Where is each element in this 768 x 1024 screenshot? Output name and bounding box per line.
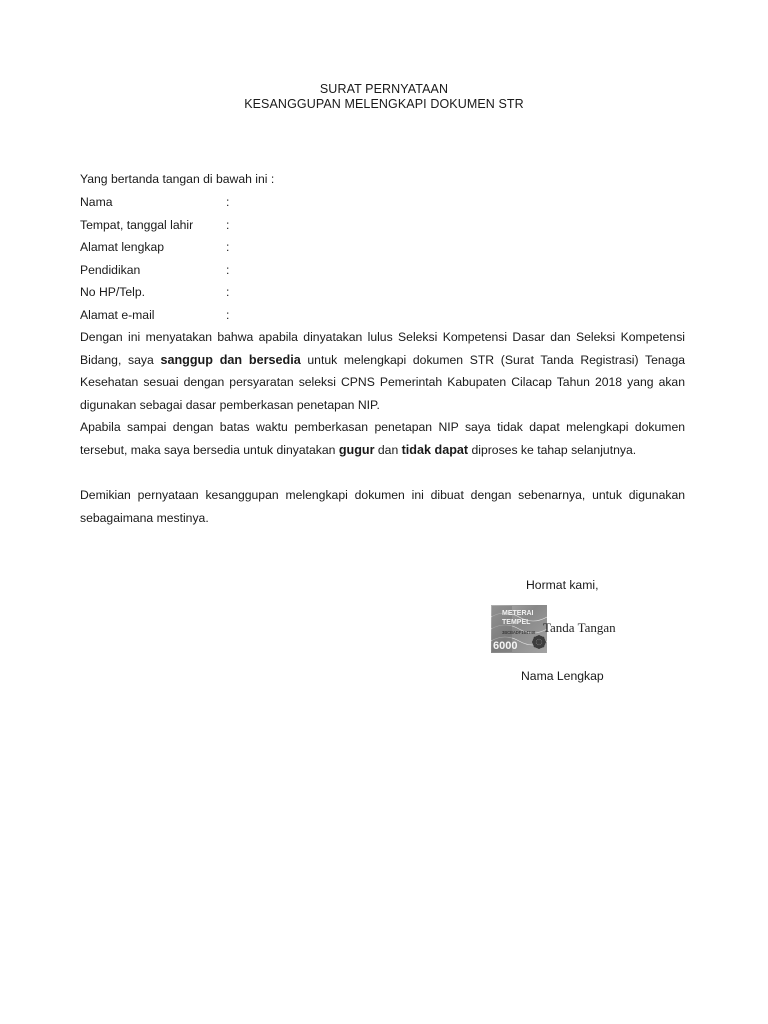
emphasis-text: tidak dapat xyxy=(401,442,469,457)
field-label: No HP/Telp. xyxy=(80,285,146,299)
stamp-value: 6000 xyxy=(493,640,518,652)
intro-line: Yang bertanda tangan di bawah ini : xyxy=(80,172,275,186)
signer-name: Nama Lengkap xyxy=(521,669,604,683)
stamp-label-tempel: TEMPEL xyxy=(502,619,531,626)
field-separator: : xyxy=(226,217,230,232)
paragraph-text: Apabila sampai dengan batas waktu pemberkasan penetapan NIP saya tidak dapat melengkapi dokumen tersebut, maka saya bersedia untuk dinyatakan xyxy=(80,420,685,457)
paragraph-consequence xyxy=(80,416,685,461)
paragraph-text: dan xyxy=(374,442,402,457)
field-separator: : xyxy=(226,285,230,299)
document-subtitle: KESANGGUPAN MELENGKAPI DOKUMEN STR xyxy=(244,97,524,111)
meterai-stamp xyxy=(491,605,547,653)
paragraph-text: diproses ke tahap selanjutnya. xyxy=(468,442,637,457)
paragraph-text: untuk melengkapi dokumen STR (Surat Tanda Registrasi) Tenaga Kesehatan sesuai dengan persyaratan seleksi CPNS Pemerintah Kabupaten Cilacap Tahun 2018 yang akan digunakan sebagai dasar pemberkasan penetapan NIP. xyxy=(80,352,686,412)
field-label: Alamat e-mail xyxy=(80,307,155,322)
document-title: SURAT PERNYATAAN xyxy=(319,82,449,96)
field-separator: : xyxy=(226,307,230,322)
emphasis-text: sanggup dan bersedia xyxy=(160,352,301,367)
emphasis-text: gugur xyxy=(338,442,375,457)
field-separator: : xyxy=(226,240,230,254)
paragraph-statement xyxy=(80,326,685,416)
field-separator: : xyxy=(226,195,230,209)
paragraph-closing: Demikian pernyataan kesanggupan melengkapi dokumen ini dibuat dengan sebenarnya, untuk digunakan sebagaimana mestinya. xyxy=(80,488,685,525)
field-label: Alamat lengkap xyxy=(80,240,165,254)
stamp-serial: 3BCBADF154748 xyxy=(502,630,536,635)
field-label: Nama xyxy=(80,195,113,209)
field-label: Pendidikan xyxy=(80,262,141,277)
signature-placeholder: Tanda Tangan xyxy=(543,620,616,635)
field-label: Tempat, tanggal lahir xyxy=(80,217,194,232)
paragraph-text: Dengan ini menyatakan bahwa apabila dinyatakan lulus Seleksi Kompetensi Dasar dan Seleksi Kompetensi Bidang, saya xyxy=(80,330,685,367)
garuda-emblem-icon xyxy=(532,635,546,649)
stamp-label-meterai: METERAI xyxy=(502,610,534,617)
field-separator: : xyxy=(226,262,230,277)
closing-regards: Hormat kami, xyxy=(526,578,599,592)
